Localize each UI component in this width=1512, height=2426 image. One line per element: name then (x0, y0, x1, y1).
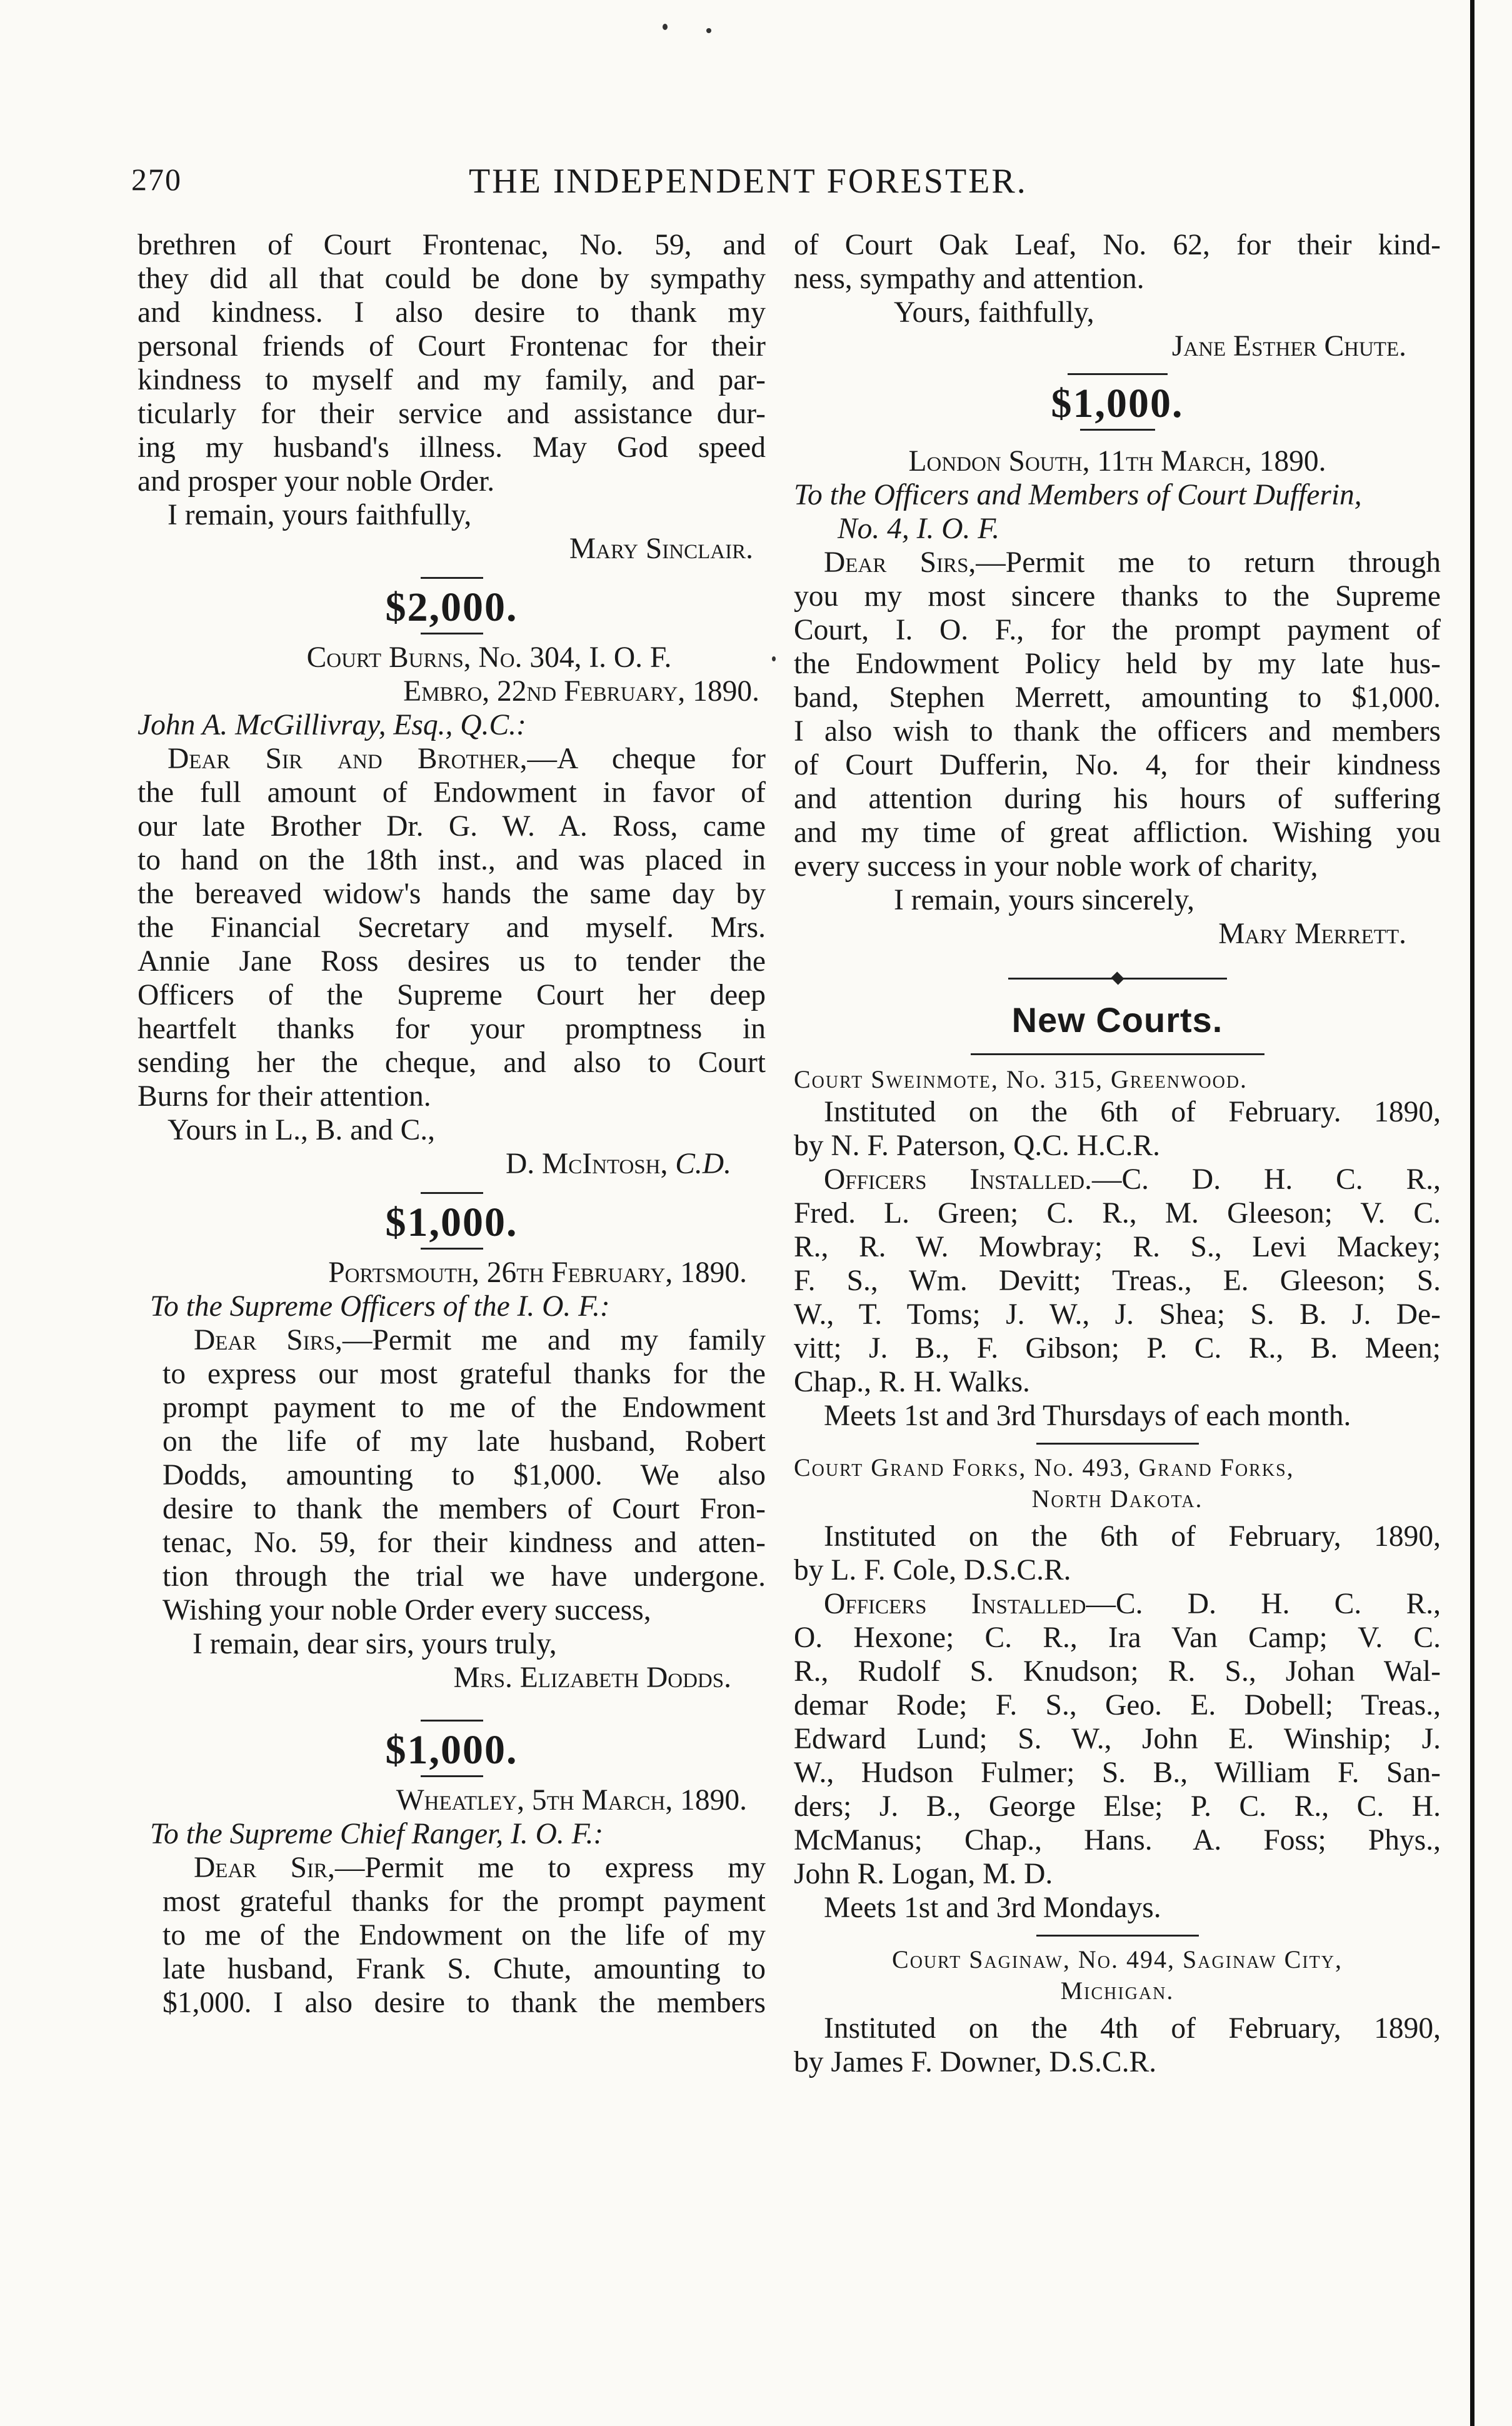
amount-heading: $1,000. (385, 1200, 518, 1245)
text-line: vitt; J. B., F. Gibson; P. C. R., B. Meen; (794, 1332, 1441, 1365)
text-line: Wishing your noble Order every success, (163, 1594, 651, 1627)
letter-signature (138, 1147, 766, 1181)
text-line: Annie Jane Ross desires us to tender the (138, 945, 766, 978)
letter-addressee: To the Supreme Chief Ranger, I. O. F.: (150, 1818, 604, 1850)
text-line (794, 546, 1441, 579)
text-line: by James F. Downer, D.S.C.R. (794, 2046, 1157, 2078)
court-heading: Court Sweinmote, No. 315, Greenwood. (794, 1065, 1248, 1093)
officers-label: Officers Installed. (824, 1163, 1092, 1196)
text-line: tion through the trial we have undergone. (163, 1560, 766, 1593)
court-heading: Court Saginaw, No. 494, Saginaw City, (892, 1945, 1343, 1973)
text-line: Burns for their attention. (138, 1080, 431, 1113)
text-run: —C. D. H. C. R., (1091, 1163, 1441, 1196)
letter-signature: Jane Esther Chute. (1171, 330, 1406, 363)
continued-letter (138, 228, 766, 566)
text-line: prompt payment to me of the Endowment (163, 1391, 766, 1424)
text-line: you my most sincere thanks to the Supreme (794, 580, 1441, 613)
text-line: Officers of the Supreme Court her deep (138, 979, 766, 1011)
letter-date: Portsmouth, 26th February, 1890. (328, 1256, 747, 1289)
letter-date: London South, 11th March, 1890. (908, 445, 1326, 478)
text-line: brethren of Court Frontenac, No. 59, and (138, 229, 766, 261)
letter-closing: I remain, yours sincerely, (894, 884, 1194, 916)
text-line: of Court Dufferin, No. 4, for their kindness (794, 749, 1441, 781)
text-line: to me of the Endowment on the life of my (163, 1919, 766, 1952)
text-line: ticularly for their service and assistance dur- (138, 398, 766, 430)
divider (421, 1720, 483, 1722)
text-line: the Endowment Policy held by my late hus- (794, 648, 1441, 680)
text-line: W., T. Toms; J. W., J. Shea; S. B. J. De- (794, 1298, 1441, 1331)
text-line: by N. F. Paterson, Q.C. H.C.R. (794, 1130, 1161, 1162)
letter-date: Embro, 22nd February, 1890. (403, 675, 759, 708)
text-line: and prosper your noble Order. (138, 465, 495, 498)
letter-body (138, 1357, 766, 1695)
text-line: and attention during his hours of suffering (794, 783, 1441, 815)
text-line: I also wish to thank the officers and members (794, 715, 1441, 748)
text-line: Instituted on the 4th of February, 1890, (824, 2012, 1441, 2045)
text-line: heartfelt thanks for your promptness in (138, 1013, 766, 1045)
divider (421, 1775, 483, 1777)
letter-signature: Mrs. Elizabeth Dodds. (453, 1662, 731, 1694)
text-line: demar Rode; F. S., Geo. E. Dobell; Treas., (794, 1689, 1441, 1722)
divider (971, 1053, 1264, 1055)
text-line: personal friends of Court Frontenac for their (138, 330, 766, 363)
letter-closing: Yours in L., B. and C., (168, 1114, 436, 1146)
letter-merrett (794, 373, 1441, 951)
text-line: our late Brother Dr. G. W. A. Ross, came (138, 810, 766, 843)
text-line: of Court Oak Leaf, No. 62, for their kind- (794, 229, 1441, 261)
text-line: by L. F. Cole, D.S.C.R. (794, 1554, 1071, 1586)
continued-letter (794, 228, 1441, 363)
letter-chute (138, 1720, 766, 2020)
section-title: New Courts. (1011, 1000, 1223, 1040)
text-line (138, 1323, 766, 1357)
text-line: ness, sympathy and attention. (794, 263, 1144, 295)
ink-speck (706, 28, 711, 33)
text-line (794, 1163, 1441, 1196)
text-line: Chap., R. H. Walks. (794, 1366, 1030, 1398)
text-line: on the life of my late husband, Robert (163, 1425, 766, 1458)
text-line: to express our most grateful thanks for the (163, 1358, 766, 1390)
ornamental-divider (794, 972, 1441, 985)
divider (421, 577, 483, 579)
text-line: band, Stephen Merrett, amounting to $1,000. (794, 681, 1441, 714)
text-line: Fred. L. Green; C. R., M. Gleeson; V. C. (794, 1197, 1441, 1230)
text-line: Instituted on the 6th of February. 1890, (824, 1096, 1441, 1128)
letter-dodds (138, 1192, 766, 1695)
letter-closing: Yours, faithfully, (894, 296, 1094, 329)
court-meets: Meets 1st and 3rd Thursdays of each month. (824, 1400, 1351, 1432)
text-line: Edward Lund; S. W., John E. Winship; J. (794, 1723, 1441, 1755)
text-line: the bereaved widow's hands the same day by (138, 878, 766, 910)
divider (1036, 1935, 1199, 1937)
running-header (131, 161, 1050, 211)
amount-heading: $1,000. (1051, 381, 1184, 426)
text-line: R., Rudolf S. Knudson; R. S., Johan Wal- (794, 1655, 1441, 1688)
court-meets: Meets 1st and 3rd Mondays. (824, 1892, 1161, 1924)
amount-heading: $1,000. (385, 1727, 518, 1773)
divider (421, 1248, 483, 1250)
letter-salutation: Dear Sirs, (824, 546, 976, 579)
text-line (138, 742, 766, 776)
text-line: O. Hexone; C. R., Ira Van Camp; V. C. (794, 1622, 1441, 1654)
text-line: F. S., Wm. Devitt; Treas., E. Gleeson; S. (794, 1265, 1441, 1297)
page-number: 270 (131, 162, 182, 197)
letter-signature: Mary Sinclair. (569, 533, 753, 565)
text-line: late husband, Frank S. Chute, amounting to (163, 1953, 766, 1985)
letter-addressee: John A. McGillivray, Esq., Q.C.: (138, 709, 526, 741)
right-column (794, 228, 1441, 2079)
running-title: THE INDEPENDENT FORESTER. (469, 162, 1028, 201)
divider (1068, 373, 1168, 375)
letter-body (138, 1885, 766, 2020)
letter-place: Court Burns, No. 304, I. O. F. (306, 641, 672, 674)
text-line: ders; J. B., George Else; P. C. R., C. H. (794, 1790, 1441, 1823)
court-entry (794, 1452, 1441, 1925)
court-entry (794, 1064, 1441, 1433)
text-line: tenac, No. 59, for their kindness and atten- (163, 1526, 766, 1559)
court-entry (794, 1944, 1441, 2079)
text-line: kindness to myself and my family, and par- (138, 364, 766, 396)
letter-signature: Mary Merrett. (1218, 918, 1406, 950)
text-line: McManus; Chap., Hans. A. Foss; Phys., (794, 1824, 1441, 1857)
text-run: —Permit me and my family (342, 1324, 766, 1356)
ornament-diamond (1111, 971, 1124, 985)
left-column (138, 228, 766, 2020)
text-line: John R. Logan, M. D. (794, 1858, 1053, 1890)
text-line: sending her the cheque, and also to Court (138, 1046, 766, 1079)
text-line: and my time of great affliction. Wishing you (794, 816, 1441, 849)
court-heading: Michigan. (1060, 1977, 1174, 2005)
letter-closing: I remain, dear sirs, yours truly, (193, 1628, 557, 1660)
text-run: —Permit me to express my (334, 1852, 766, 1884)
divider (421, 1192, 483, 1194)
text-line: they did all that could be done by sympathy (138, 263, 766, 295)
amount-heading: $2,000. (385, 584, 518, 630)
signature-title: C.D. (675, 1148, 731, 1180)
letter-salutation: Dear Sirs, (194, 1324, 343, 1356)
text-line: W., Hudson Fulmer; S. B., William F. San- (794, 1757, 1441, 1789)
letter-addressee: To the Supreme Officers of the I. O. F.: (150, 1290, 610, 1323)
letter-salutation: Dear Sir and Brother, (168, 743, 528, 775)
letter-salutation: Dear Sir, (194, 1852, 335, 1884)
text-line: the Financial Secretary and myself. Mrs. (138, 911, 766, 944)
text-line (794, 1587, 1441, 1621)
text-line: Dodds, amounting to $1,000. We also (163, 1459, 766, 1491)
text-line: R., R. W. Mowbray; R. S., Levi Mackey; (794, 1231, 1441, 1263)
text-run: —A cheque for (527, 743, 766, 775)
letter-date: Wheatley, 5th March, 1890. (396, 1784, 747, 1817)
text-line: ing my husband's illness. May God speed (138, 431, 766, 464)
court-heading: Court Grand Forks, No. 493, Grand Forks, (794, 1453, 1294, 1481)
text-line: Court, I. O. F., for the prompt payment of (794, 614, 1441, 646)
officers-label: Officers Installed (824, 1588, 1086, 1620)
letter-closing: I remain, yours faithfully, (168, 499, 472, 531)
text-line: and kindness. I also desire to thank my (138, 296, 766, 329)
court-heading: North Dakota. (1031, 1485, 1203, 1513)
ink-speck (772, 656, 776, 661)
text-line: every success in your noble work of charity, (794, 850, 1318, 883)
divider (1080, 429, 1155, 431)
text-line: $1,000. I also desire to thank the members (163, 1987, 766, 2019)
text-line: the full amount of Endowment in favor of (138, 776, 766, 809)
text-line (138, 1851, 766, 1885)
text-run: —C. D. H. C. R., (1086, 1588, 1441, 1620)
text-line: desire to thank the members of Court Fron- (163, 1493, 766, 1525)
signature-name: D. McIntosh, (505, 1148, 668, 1180)
divider (1036, 1443, 1199, 1445)
text-line: to hand on the 18th inst., and was placed in (138, 844, 766, 876)
letter-ross (138, 577, 766, 1181)
letter-addressee: No. 4, I. O. F. (838, 513, 1000, 545)
letter-addressee: To the Officers and Members of Court Dufferin, (794, 479, 1362, 511)
ink-speck (663, 24, 668, 30)
new-courts-section (794, 972, 1441, 2079)
text-run: —Permit me to return through (976, 546, 1441, 579)
page-edge-rule (1470, 0, 1474, 2426)
divider (421, 633, 483, 634)
text-line: Instituted on the 6th of February, 1890, (824, 1520, 1441, 1553)
text-line: most grateful thanks for the prompt payment (163, 1885, 766, 1918)
